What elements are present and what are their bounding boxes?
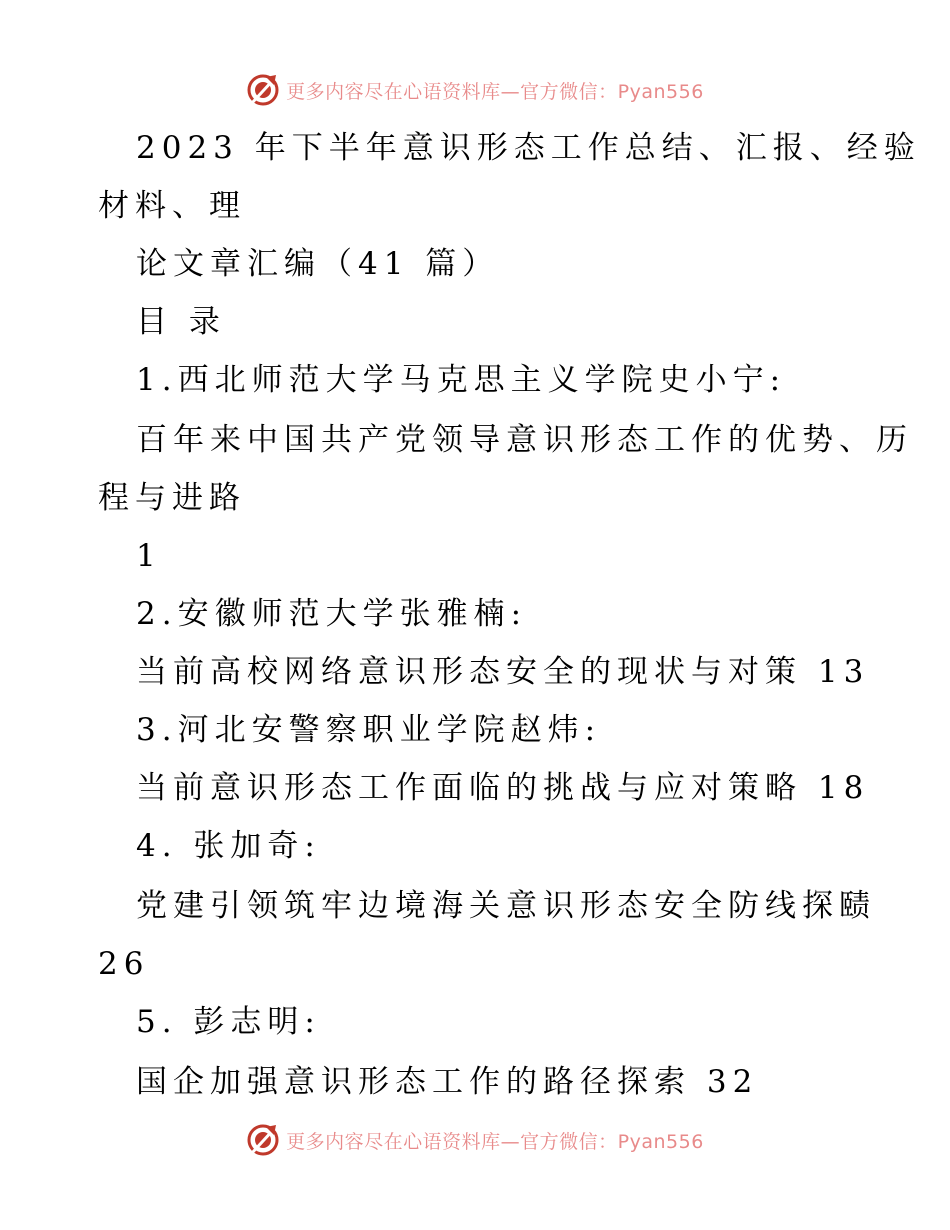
doc-title-cont: 材料、理 — [98, 188, 246, 224]
toc-entry-author: 4. 张加奇: — [136, 828, 321, 864]
toc-entry-author: 1.西北师范大学马克思主义学院史小宁: — [136, 362, 787, 398]
toc-entry-title: 百年来中国共产党领导意识形态工作的优势、历 — [136, 422, 913, 458]
watermark-text: 更多内容尽在心语资料库—官方微信：Pyan556 — [286, 1130, 704, 1153]
toc-entry-page: 1 — [136, 538, 162, 574]
toc-entry-author: 2.安徽师范大学张雅楠: — [136, 596, 528, 632]
quill-seal-icon — [246, 1123, 280, 1157]
toc-entry-title-cont: 程与进路 — [98, 480, 246, 516]
watermark-footer — [0, 1120, 950, 1160]
toc-entry-title: 当前意识形态工作面临的挑战与应对策略 18 — [136, 770, 870, 806]
toc-heading: 目 录 — [136, 304, 226, 340]
doc-title-cont-2: 论文章汇编（41 篇） — [136, 246, 500, 282]
toc-entry-title: 国企加强意识形态工作的路径探索 32 — [136, 1064, 759, 1100]
toc-entry-title: 党建引领筑牢边境海关意识形态安全防线探赜 — [136, 888, 876, 924]
watermark-header — [0, 70, 950, 110]
watermark-text: 更多内容尽在心语资料库—官方微信：Pyan556 — [286, 80, 704, 103]
quill-seal-icon — [246, 73, 280, 107]
toc-entry-page: 26 — [98, 946, 150, 982]
toc-entry-author: 5. 彭志明: — [136, 1004, 321, 1040]
doc-title: 2023 年下半年意识形态工作总结、汇报、经验 — [136, 130, 921, 166]
toc-entry-author: 3.河北安警察职业学院赵炜: — [136, 712, 602, 748]
toc-entry-title: 当前高校网络意识形态安全的现状与对策 13 — [136, 654, 870, 690]
